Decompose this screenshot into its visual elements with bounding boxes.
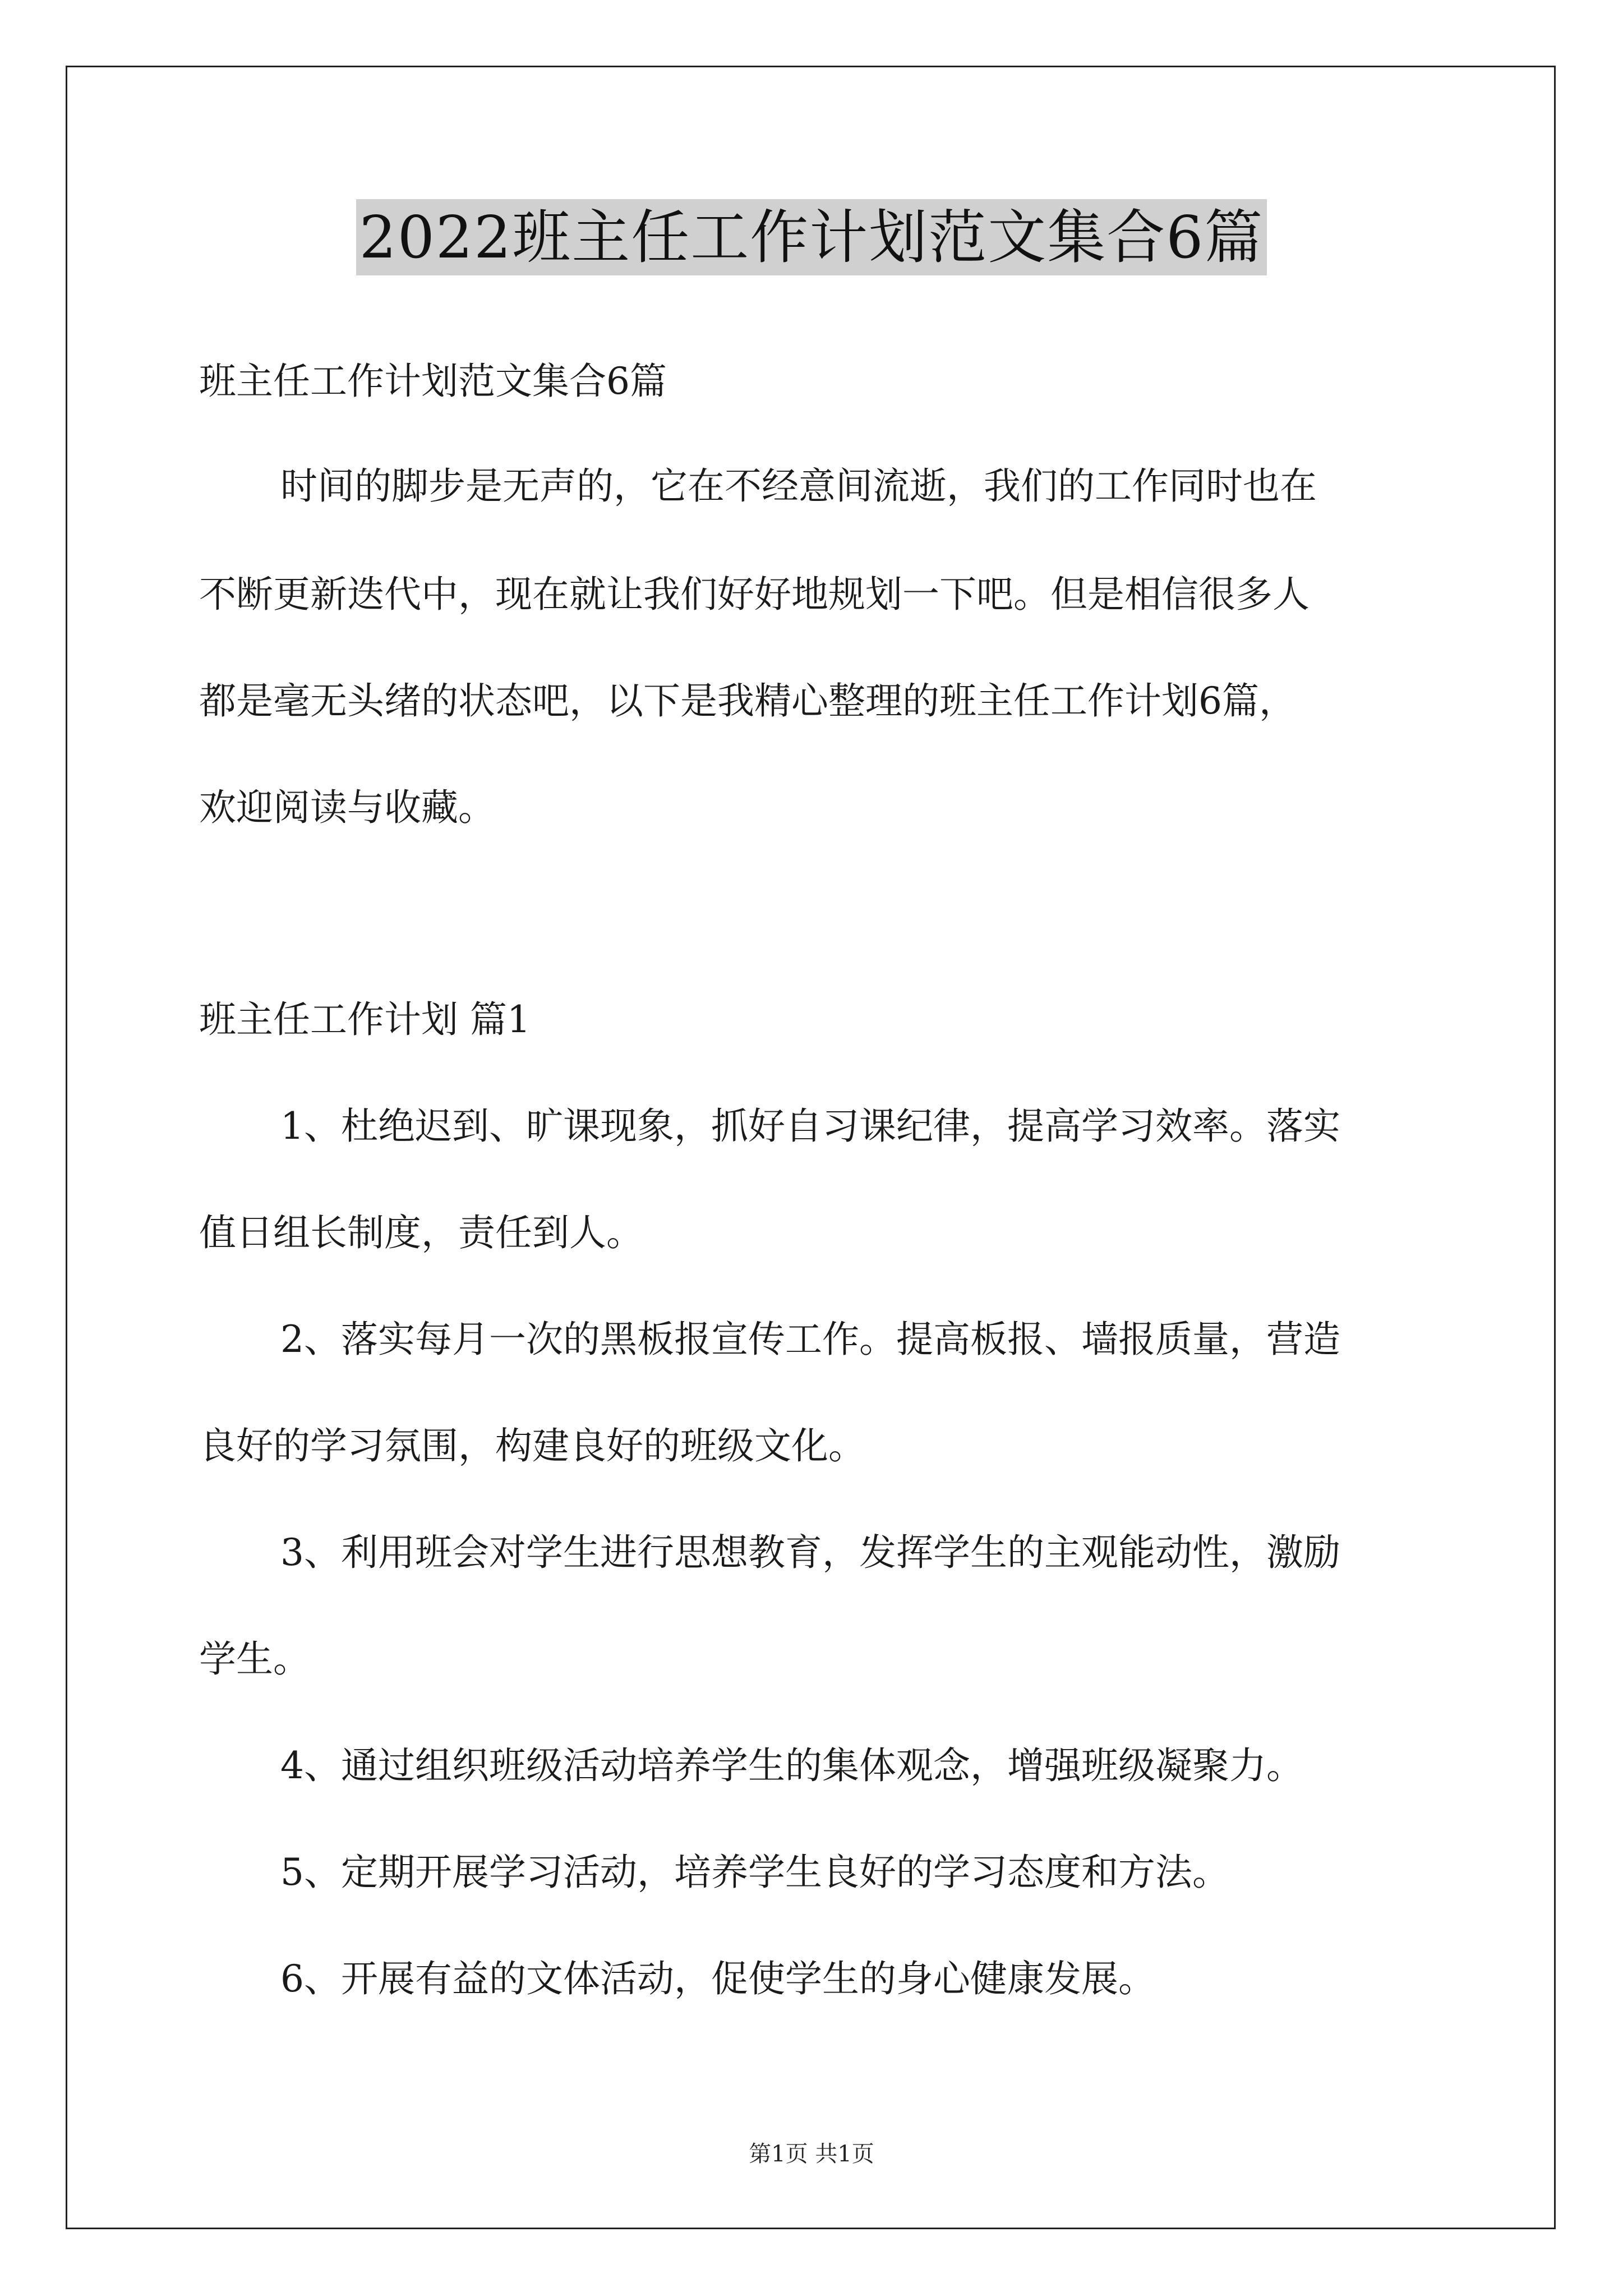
document-title: 2022班主任工作计划范文集合6篇: [356, 199, 1267, 275]
item-4-line-1: 4、通过组织班级活动培养学生的集体观念，增强班级凝聚力。: [280, 1744, 1303, 1787]
item-3-line-2: 学生。: [199, 1637, 310, 1681]
item-2-line-2: 良好的学习氛围，构建良好的班级文化。: [199, 1424, 865, 1467]
item-6-line-1: 6、开展有益的文体活动，促使学生的身心健康发展。: [280, 1957, 1155, 2000]
item-5-line-1: 5、定期开展学习活动，培养学生良好的学习态度和方法。: [280, 1851, 1229, 1894]
intro-line: 不断更新迭代中，现在就让我们好好地规划一下吧。但是相信很多人: [199, 573, 1310, 616]
item-2-line-1: 2、落实每月一次的黑板报宣传工作。提高板报、墙报质量，营造: [280, 1318, 1340, 1361]
page-footer: 第1页 共1页: [749, 2141, 874, 2167]
item-3-line-1: 3、利用班会对学生进行思想教育，发挥学生的主观能动性，激励: [280, 1531, 1340, 1574]
title-wrap: [0, 199, 1623, 275]
item-1-line-1: 1、杜绝迟到、旷课现象，抓好自习课纪律，提高学习效率。落实: [280, 1105, 1340, 1148]
intro-line: 时间的脚步是无声的，它在不经意间流逝，我们的工作同时也在: [280, 464, 1317, 508]
intro-line: 都是毫无头绪的状态吧，以下是我精心整理的班主任工作计划6篇，: [199, 679, 1296, 723]
intro-line: 欢迎阅读与收藏。: [199, 786, 495, 829]
document-subtitle: 班主任工作计划范文集合6篇: [199, 360, 667, 403]
item-1-line-2: 值日组长制度，责任到人。: [199, 1211, 643, 1254]
section-heading: 班主任工作计划 篇1: [199, 998, 531, 1041]
